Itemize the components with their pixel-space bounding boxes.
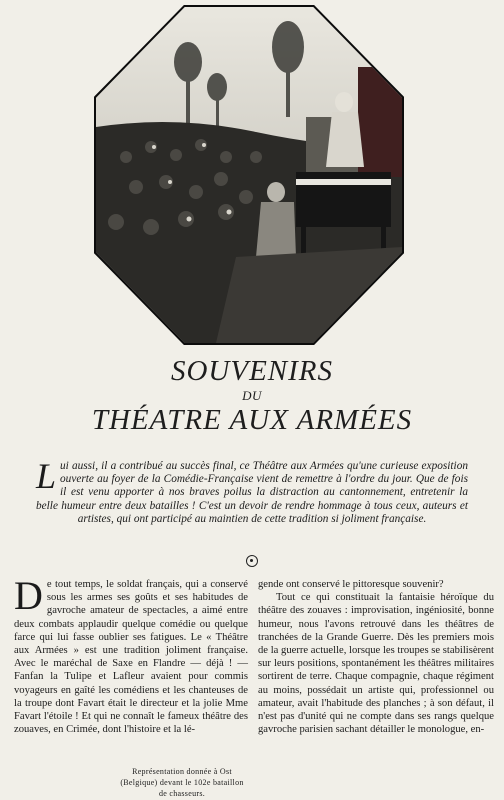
intro-drop-cap: L — [36, 456, 57, 496]
column1-drop-cap: D — [14, 573, 43, 618]
octagonal-photo — [96, 7, 402, 343]
title-line-souvenirs: SOUVENIRS — [170, 355, 334, 387]
intro-paragraph — [36, 456, 468, 526]
column-left — [14, 573, 248, 736]
photo-caption: Représentation donnée à Ost (Belgique) devant le 102e bataillon de chasseurs. — [120, 767, 244, 798]
theatre-photo-illustration — [96, 7, 402, 343]
ornament-icon — [246, 555, 258, 567]
title-line-du: DU — [242, 388, 262, 403]
column1-text: e tout temps, le soldat français, qui a conservé sous les armes ses goûts et ses habitudes de gavroche amateur de spectacles, a aimé entre deux combats applaudir quelque comédie ou quelque farce qui lui fasse oublier ses fatigues. Le « Théâtre aux Armées » est une tradition joliment française. Avec le maréchal de Saxe en Flandre — déjà ! — Fanfan la Tulipe et Lafleur avaient pour commis voyageurs en gaîté les comédiens et les chanteuses de la troupe dont Favart était le directeur et la jolie Mme Favart l'étoile ! Et qui ne connaît le fameux théâtre des zouaves, en Crimée, dont l'histoire et la lé- — [14, 579, 248, 736]
title-line-theatre: THÉATRE AUX ARMÉES — [91, 404, 413, 436]
column2-paragraph-2: Tout ce qui constituait la fantaisie héroïque du théâtre des zouaves : improvisation, ingéniosité, bonne humeur, nous l'avons retrouvé dans les théâtres de tranchées de la Grande Guerre. Dès les premiers mois de la guerre actuelle, lorsque les troupes se stabilisèrent sur leurs positions, spontanément les théâtres militaires sortirent de terre. Chaque compagnie, chaque régiment au moins, possédait un artiste qui, professionnel ou amateur, avait l'habitude des planches ; à son défaut, il n'est pas d'unité qui ne compte dans ses rangs quelque gavroche parisien sachant détailler le monologue, en- — [258, 592, 494, 736]
intro-text: ui aussi, il a contribué au succès final, ce Théâtre aux Armées qu'une curieuse exposition ouverte au foyer de la Comédie-Française vient de remettre à l'ordre du jour. Que de fois il est venu apporter à nos braves poilus la distraction au cantonnement, entretenir la belle humeur entre deux batailles ! C'est un devoir de rendre hommage à tous ceux, auteurs et artistes, qui ont participé au maintien de cette tradition si joliment française. — [36, 460, 468, 525]
column-right — [258, 578, 494, 736]
column2-paragraph-1: gende ont conservé le pittoresque souvenir? — [258, 579, 444, 590]
